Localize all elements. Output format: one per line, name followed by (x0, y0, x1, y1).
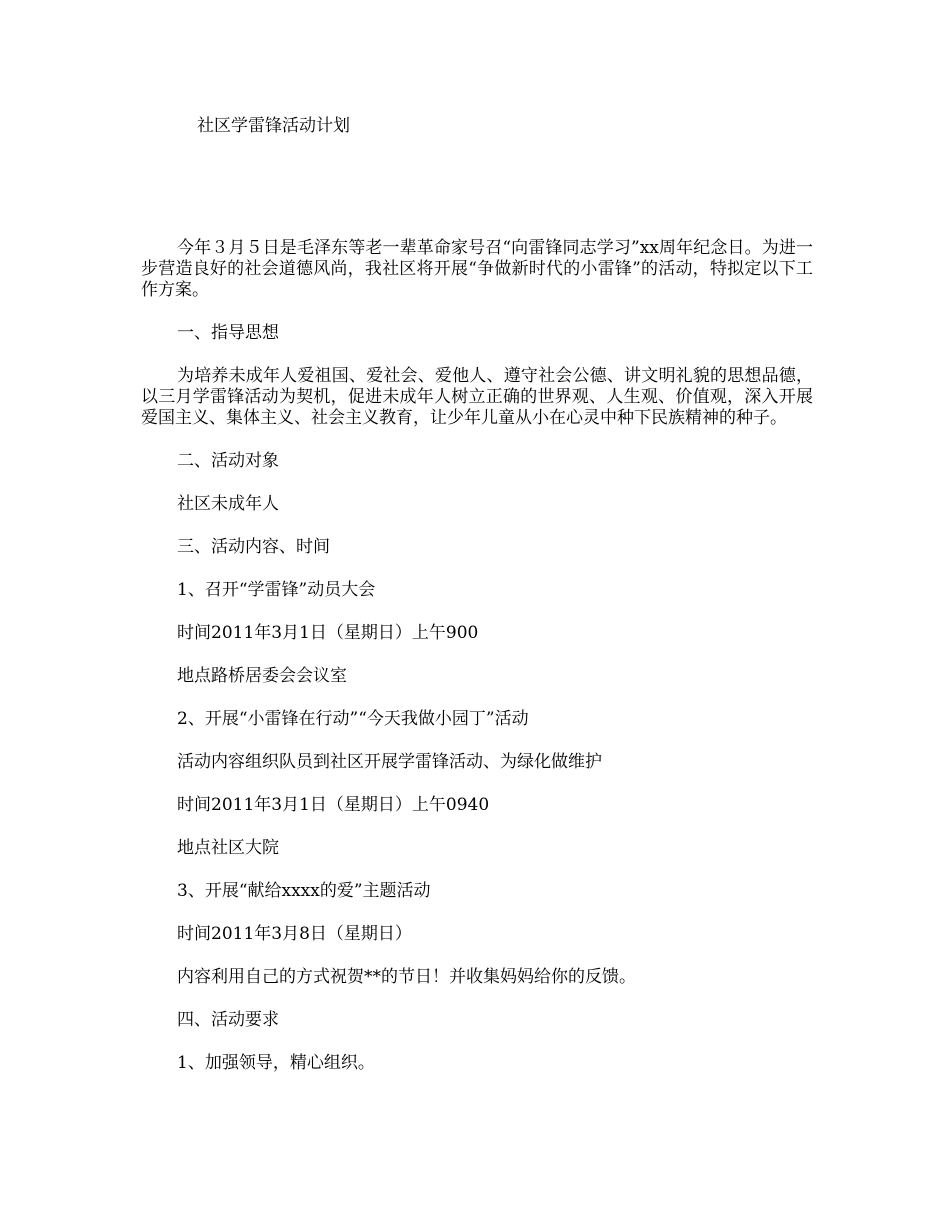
target-paragraph: 社区未成年人 (177, 494, 279, 514)
document-title: 社区学雷锋活动计划 (197, 116, 350, 136)
intro-paragraph: 今年３月５日是毛泽东等老一辈革命家号召“向雷锋同志学习”xx周年纪念日。为进一步营造良好的社会道德风尚，我社区将开展“争做新时代的小雷锋”的活动，特拟定以下工作方案。 (141, 238, 813, 300)
activity-2-heading: 2、开展“小雷锋在行动”“今天我做小园丁”活动 (177, 709, 529, 729)
activity-2-location: 地点社区大院 (177, 838, 279, 858)
activity-3-content: 内容利用自己的方式祝贺**的节日！并收集妈妈给你的反馈。 (177, 967, 636, 987)
section-heading-content-time: 三、活动内容、时间 (177, 537, 330, 557)
section-heading-requirements: 四、活动要求 (177, 1010, 279, 1030)
document-body (141, 238, 813, 1096)
activity-1-heading: 1、召开“学雷锋”动员大会 (177, 580, 376, 600)
guiding-thought-paragraph: 为培养未成年人爱祖国、爱社会、爱他人、遵守社会公德、讲文明礼貌的思想品德，以三月学雷锋活动为契机，促进未成年人树立正确的世界观、人生观、价值观，深入开展爱国主义、集体主义、社会主义教育，让少年儿童从小在心灵中种下民族精神的种子。 (141, 366, 813, 428)
activity-3-time: 时间2011年3月8日（星期日） (177, 924, 412, 944)
activity-2-content: 活动内容组织队员到社区开展学雷锋活动、为绿化做维护 (177, 752, 602, 772)
activity-1-location: 地点路桥居委会会议室 (177, 666, 347, 686)
activity-2-time: 时间2011年3月1日（星期日）上午0940 (177, 795, 490, 815)
requirement-1: 1、加强领导，精心组织。 (177, 1053, 375, 1073)
section-heading-target: 二、活动对象 (177, 451, 279, 471)
activity-3-heading: 3、开展“献给xxxx的爱”主题活动 (177, 881, 431, 901)
section-heading-guiding-thought: 一、指导思想 (177, 323, 279, 343)
activity-1-time: 时间2011年3月1日（星期日）上午900 (177, 623, 479, 643)
